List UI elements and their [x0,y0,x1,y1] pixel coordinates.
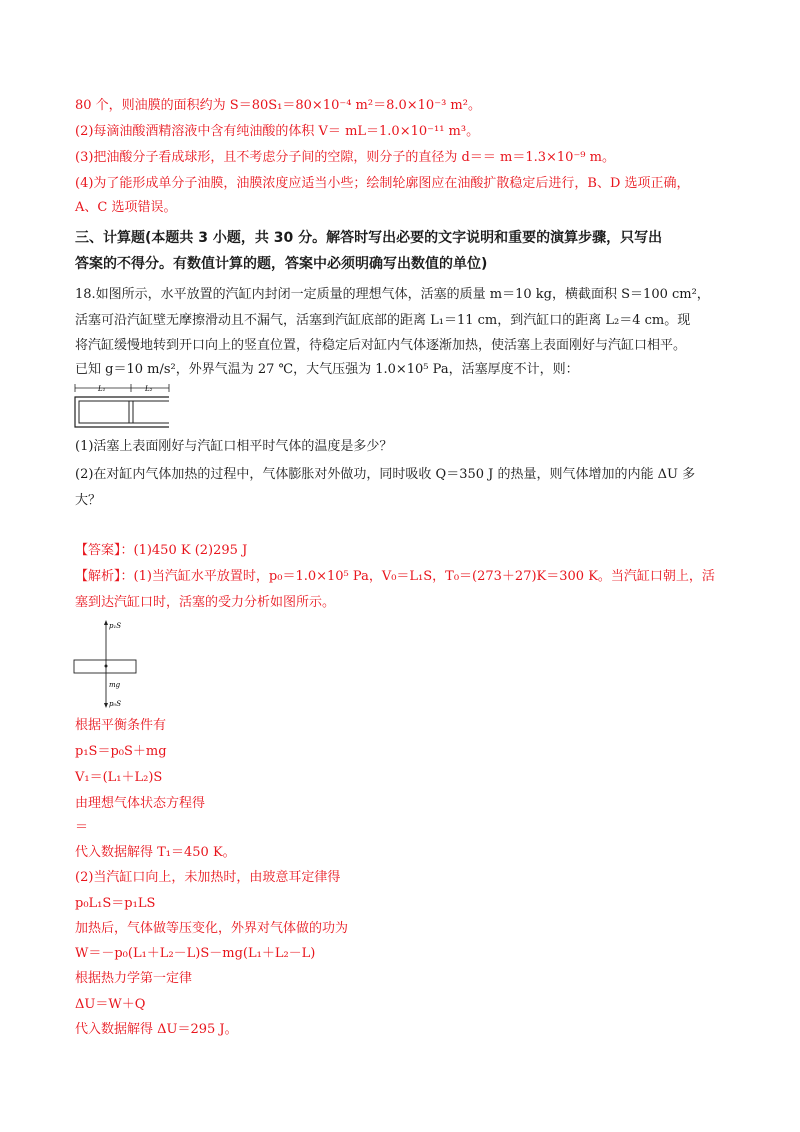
sub-question-2-line-2: 大？ [75,493,102,508]
explanation-line-1: 【解析】：(1)当汽缸水平放置时，p₀＝1.0×10⁵ Pa，V₀＝L₁S，T₀＝(273＋27)K＝300 K。当汽缸口朝上，活 [75,569,715,584]
solution-step-2: p₁S＝p₀S＋mg [75,744,167,759]
question-line-4: 已知 g＝10 m/s²，外界气温为 27 ℃，大气压强为 1.0×10⁵ Pa，活塞厚度不计，则： [75,362,579,377]
sub-question-2-line-1: (2)在对缸内气体加热的过程中，气体膨胀对外做功，同时吸收 Q＝350 J 的热量，则气体增加的内能 ΔU 多 [75,467,696,482]
solution-step-5: ＝ [75,820,89,835]
answer-line: 【答案】：(1)450 K (2)295 J [75,543,248,558]
previous-solution-line-5: A、C 选项错误。 [75,200,177,215]
sub-question-1: (1)活塞上表面刚好与汽缸口相平时气体的温度是多少？ [75,439,393,454]
previous-solution-line-3: (3)把油酸分子看成球形，且不考虑分子间的空隙，则分子的直径为 d＝＝ m＝1.3×10⁻⁹ m。 [75,150,615,165]
solution-step-11: 根据热力学第一定律 [75,971,193,986]
fig-label-p1S: p₁S [109,622,122,630]
question-line-1: 18.如图所示，水平放置的汽缸内封闭一定质量的理想气体，活塞的质量 m＝10 kg，横截面积 S＝100 cm²， [75,287,710,302]
fig-label-L1: L₁ [98,385,106,393]
solution-step-4: 由理想气体状态方程得 [75,796,206,811]
cylinder-diagram [70,382,180,432]
previous-solution-line-2: (2)每滴油酸酒精溶液中含有纯油酸的体积 V＝ mL＝1.0×10⁻¹¹ m³。 [75,124,480,139]
solution-step-10: W＝－p₀(L₁＋L₂－L)S－mg(L₁＋L₂－L) [75,946,316,961]
solution-step-3: V₁＝(L₁＋L₂)S [75,770,163,785]
section-heading-line-2: 答案的不得分。有数值计算的题，答案中必须明确写出数值的单位) [75,256,488,272]
solution-step-9: 加热后，气体做等压变化，外界对气体做的功为 [75,921,349,936]
solution-step-8: p₀L₁S＝p₁LS [75,896,156,911]
solution-step-6: 代入数据解得 T₁＝450 K。 [75,845,236,860]
solution-step-1: 根据平衡条件有 [75,718,167,733]
solution-step-12: ΔU＝W＋Q [75,997,146,1012]
solution-step-7: (2)当汽缸口向上，未加热时，由玻意耳定律得 [75,870,341,885]
previous-solution-line-1: 80 个，则油膜的面积约为 S＝80S₁＝80×10⁻⁴ m²＝8.0×10⁻³ m²。 [75,98,481,113]
force-diagram [70,618,150,714]
fig-label-L2: L₂ [145,385,153,393]
question-line-2: 活塞可沿汽缸壁无摩擦滑动且不漏气，活塞到汽缸底部的距离 L₁＝11 cm，到汽缸口的距离 L₂＝4 cm。现 [75,313,691,328]
previous-solution-line-4: (4)为了能形成单分子油膜，油膜浓度应适当小些；绘制轮廓图应在油酸扩散稳定后进行，B、D 选项正确， [75,176,690,191]
question-line-3: 将汽缸缓慢地转到开口向上的竖直位置，待稳定后对缸内气体逐渐加热，使活塞上表面刚好与汽缸口相平。 [75,338,687,353]
solution-step-13: 代入数据解得 ΔU＝295 J。 [75,1022,238,1037]
fig-label-mg: mg [109,681,121,689]
explanation-line-2: 塞到达汽缸口时，活塞的受力分析如图所示。 [75,595,336,610]
section-heading-line-1: 三、计算题(本题共 3 小题，共 30 分。解答时写出必要的文字说明和重要的演算步骤，只写出 [75,230,663,246]
fig-label-p0S: p₀S [109,700,122,708]
